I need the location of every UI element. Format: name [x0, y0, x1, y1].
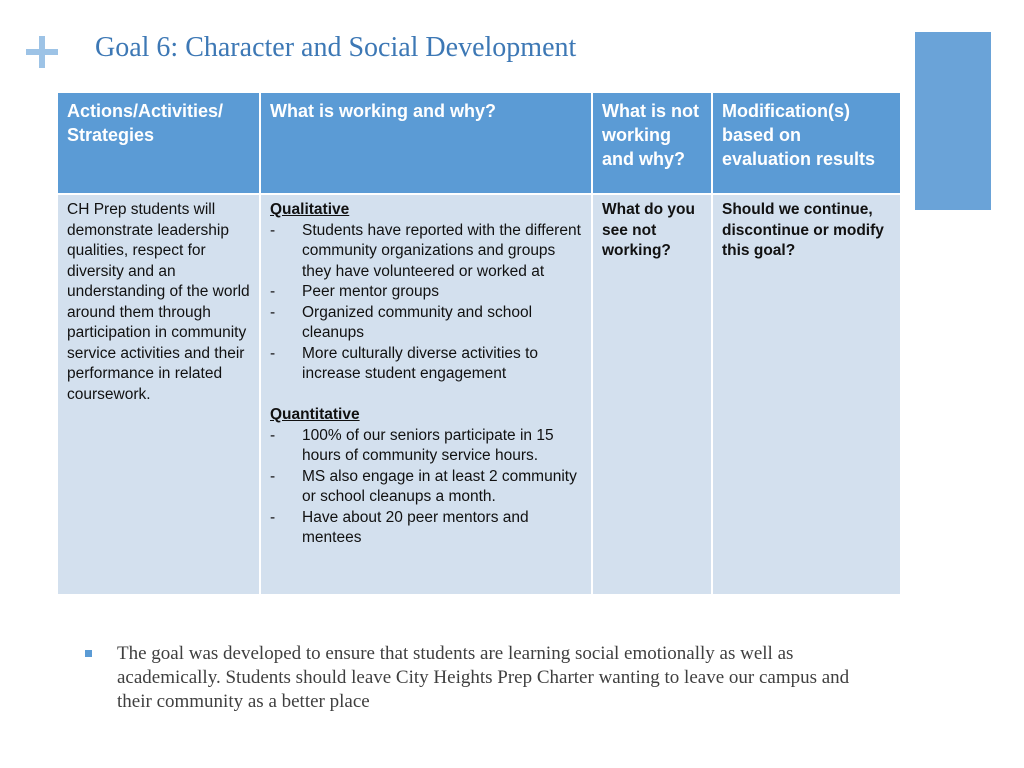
working-cell — [260, 194, 592, 595]
header-working: What is working and why? — [260, 92, 592, 194]
list-item: - MS also engage in at least 2 community or school cleanups a month. — [270, 467, 583, 508]
quantitative-title: Quantitative — [270, 406, 360, 423]
list-item: - More culturally diverse activities to increase student engagement — [270, 344, 583, 385]
slide-title: Goal 6: Character and Social Development — [95, 32, 577, 63]
header-modifications: Modification(s) based on evaluation results — [712, 92, 901, 194]
list-item: - Students have reported with the different community organizations and groups they have volunteered or worked at — [270, 221, 583, 283]
qualitative-list — [270, 221, 583, 385]
table-row — [57, 194, 901, 595]
actions-text: CH Prep students will demonstrate leadership qualities, respect for diversity and an understanding of the world around them through participation in community service activities and their performance in related coursework. — [67, 201, 250, 403]
bullet-square-icon — [85, 650, 92, 657]
accent-block — [915, 32, 991, 210]
qualitative-title: Qualitative — [270, 201, 350, 218]
not-working-text: What do you see not working? — [602, 201, 695, 259]
goal-table — [56, 91, 902, 596]
summary-note: The goal was developed to ensure that students are learning social emotionally as well as academically. Students should leave City Heights Prep Charter wanting to leave our campus and their community as a better place — [117, 643, 850, 712]
header-actions: Actions/Activities/ Strategies — [57, 92, 260, 194]
modification-cell — [712, 194, 901, 595]
modification-text: Should we continue, discontinue or modify this goal? — [722, 201, 884, 259]
header-not-working: What is not working and why? — [592, 92, 712, 194]
plus-icon — [26, 36, 58, 68]
list-item: - Peer mentor groups — [270, 282, 583, 303]
quantitative-list — [270, 426, 583, 549]
table-header-row — [57, 92, 901, 194]
list-item: - Organized community and school cleanups — [270, 303, 583, 344]
actions-cell — [57, 194, 260, 595]
list-item: - Have about 20 peer mentors and mentees — [270, 508, 583, 549]
not-working-cell — [592, 194, 712, 595]
list-item: - 100% of our seniors participate in 15 hours of community service hours. — [270, 426, 583, 467]
